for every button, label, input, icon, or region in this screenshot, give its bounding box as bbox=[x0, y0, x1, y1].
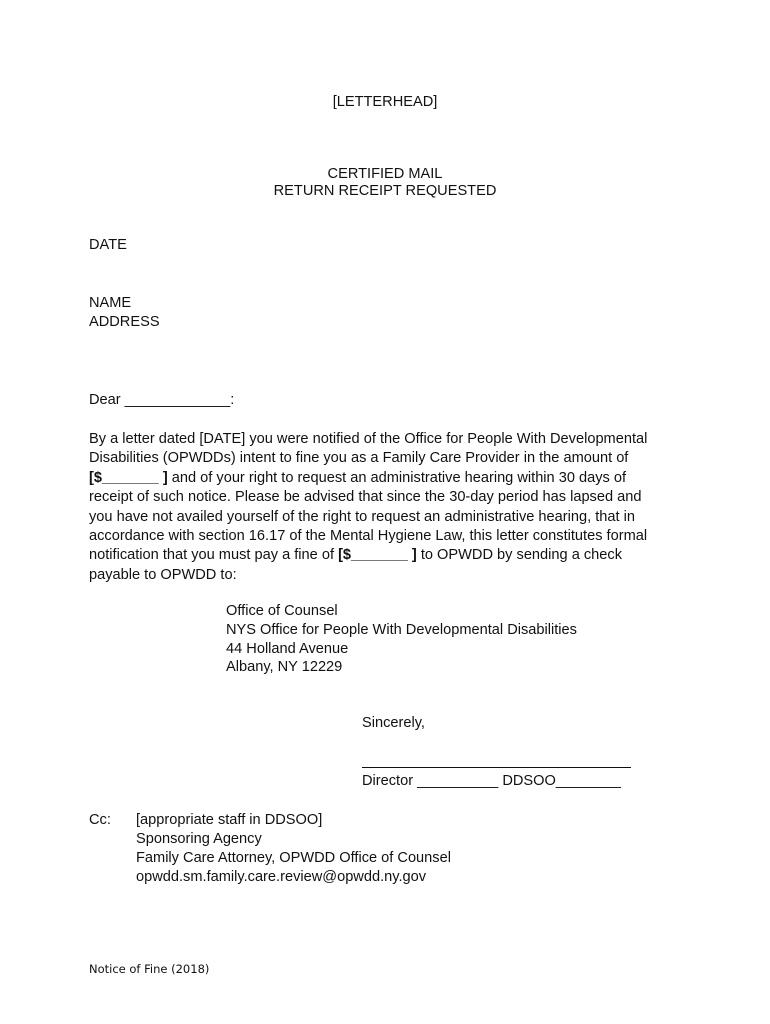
cc-label: Cc: bbox=[89, 812, 111, 828]
body-line bbox=[89, 469, 689, 488]
closing: Sincerely, bbox=[362, 715, 425, 731]
fine-amount-blank: [$_______ ] bbox=[89, 469, 168, 486]
cc-email: opwdd.sm.family.care.review@opwdd.ny.gov bbox=[136, 869, 427, 885]
cc-line: Family Care Attorney, OPWDD Office of Counsel bbox=[136, 850, 451, 866]
recipient-address: ADDRESS bbox=[89, 314, 160, 330]
letterhead: [LETTERHEAD] bbox=[332, 94, 438, 110]
body-line-text: and of your right to request an administrative hearing within 30 days of bbox=[167, 469, 627, 486]
payee-city: Albany, NY 12229 bbox=[226, 659, 343, 675]
body-paragraph bbox=[89, 430, 689, 585]
certified-mail-line: CERTIFIED MAIL bbox=[327, 166, 443, 182]
signature-title: Director __________ DDSOO________ bbox=[362, 773, 621, 789]
cc-line: [appropriate staff in DDSOO] bbox=[136, 812, 323, 828]
body-line-text: to OPWDD by sending a check bbox=[416, 547, 622, 564]
body-line: Disabilities (OPWDDs) intent to fine you as a Family Care Provider in the amount of bbox=[89, 450, 629, 467]
payee-street: 44 Holland Avenue bbox=[226, 641, 349, 657]
recipient-name: NAME bbox=[89, 295, 132, 311]
body-line bbox=[89, 546, 689, 565]
payee-office: Office of Counsel bbox=[226, 603, 338, 619]
body-line: accordance with section 16.17 of the Mental Hygiene Law, this letter constitutes formal bbox=[89, 528, 648, 545]
return-receipt-line: RETURN RECEIPT REQUESTED bbox=[273, 183, 497, 199]
body-line: payable to OPWDD to: bbox=[89, 566, 237, 583]
signature-line bbox=[362, 767, 631, 768]
body-line: By a letter dated [DATE] you were notified of the Office for People With Developmental bbox=[89, 431, 648, 447]
cc-line: Sponsoring Agency bbox=[136, 831, 262, 847]
footer-label: Notice of Fine (2018) bbox=[89, 962, 210, 976]
body-line: receipt of such notice. Please be advised that since the 30-day period has lapsed and bbox=[89, 489, 642, 506]
body-line: you have not availed yourself of the right to request an administrative hearing, that in bbox=[89, 508, 635, 525]
fine-amount-blank: [$_______ ] bbox=[338, 547, 417, 564]
salutation: Dear _____________: bbox=[89, 392, 235, 408]
payee-agency: NYS Office for People With Developmental Disabilities bbox=[226, 622, 577, 638]
date-field: DATE bbox=[89, 237, 127, 253]
body-line-text: notification that you must pay a fine of bbox=[89, 547, 339, 564]
